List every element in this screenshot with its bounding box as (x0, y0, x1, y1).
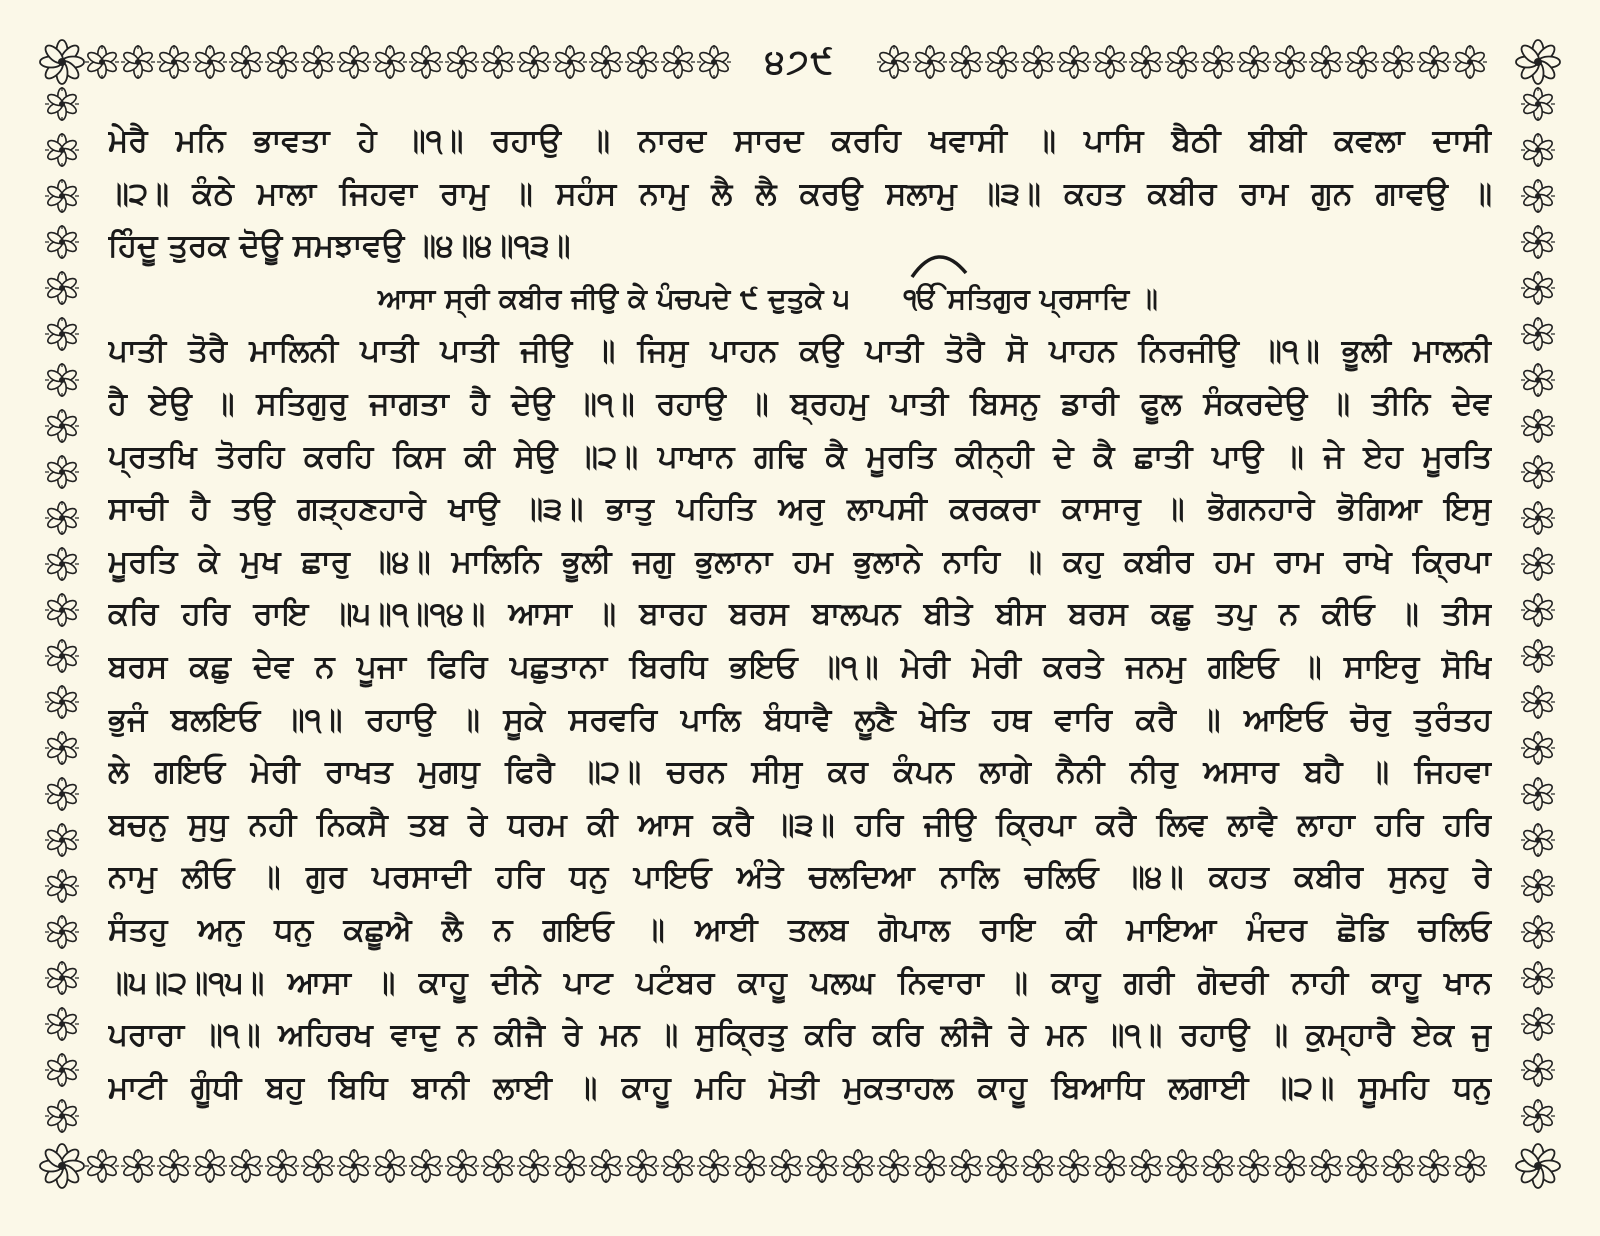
border-flower-icon (1521, 777, 1555, 811)
border-flower-icon (805, 1149, 839, 1183)
border-flower-icon (1521, 869, 1555, 903)
border-flower-icon (45, 547, 79, 581)
border-flower-icon (121, 1149, 155, 1183)
border-flower-icon (1453, 1149, 1487, 1183)
border-flower-icon (1521, 363, 1555, 397)
border-flower-icon (841, 1149, 875, 1183)
text-line: ਪ੍ਰਤਖਿ ਤੋਰਹਿ ਕਰਹਿ ਕਿਸ ਕੀ ਸੇਉ ॥੨॥ ਪਾਖਾਨ ਗਢਿ ਕੈ ਮੂਰਤਿ ਕੀਨ੍ਹੀ ਦੇ ਕੈ ਛਾਤੀ ਪਾਉ ॥ ਜੇ ਏਹ ਮੂਰਤਿ (108, 438, 1492, 475)
border-flower-icon (157, 1149, 191, 1183)
text-line: ਹੈ ਏਉ ॥ ਸਤਿਗੁਰੁ ਜਾਗਤਾ ਹੈ ਦੇਉ ॥੧॥ ਰਹਾਉ ॥ ਬ੍ਰਹਮੁ ਪਾਤੀ ਬਿਸਨੁ ਡਾਰੀ ਫੂਲ ਸੰਕਰਦੇਉ ॥ ਤੀਨਿ ਦੇਵ (108, 385, 1492, 422)
border-flower-icon (1521, 1007, 1555, 1041)
border-flower-icon (45, 1007, 79, 1041)
border-flower-icon (45, 363, 79, 397)
border-flower-icon (1521, 731, 1555, 765)
border-flower-icon (45, 409, 79, 443)
border-flower-icon (45, 731, 79, 765)
border-flower-icon (1521, 639, 1555, 673)
border-flower-icon (45, 639, 79, 673)
text-line: ਮਾਟੀ ਗੂੰਧੀ ਬਹੁ ਬਿਧਿ ਬਾਨੀ ਲਾਈ ॥ ਕਾਹੂ ਮਹਿ ਮੋਤੀ ਮੁਕਤਾਹਲ ਕਾਹੂ ਬਿਆਧਿ ਲਗਾਈ ॥੨॥ ਸੂਮਹਿ ਧਨੁ (108, 1069, 1492, 1106)
border-flower-icon (625, 1149, 659, 1183)
border-flower-icon (1273, 1149, 1307, 1183)
border-flower-icon (45, 87, 79, 121)
text-line: ॥੫॥੨॥੧੫॥ ਆਸਾ ॥ ਕਾਹੂ ਦੀਨੇ ਪਾਟ ਪਟੰਬਰ ਕਾਹੂ ਪਲਘ ਨਿਵਾਰਾ ॥ ਕਾਹੂ ਗਰੀ ਗੋਦਰੀ ਨਾਹੀ ਕਾਹੂ ਖਾਨ (108, 964, 1492, 1001)
border-flower-icon (45, 869, 79, 903)
border-flower-icon (265, 1149, 299, 1183)
border-flower-icon (1021, 1149, 1055, 1183)
border-flower-icon (45, 593, 79, 627)
border-flower-icon (1521, 685, 1555, 719)
border-flower-icon (45, 685, 79, 719)
text-line: ਬਚਨੁ ਸੁਧੁ ਨਹੀ ਨਿਕਸੈ ਤਬ ਰੇ ਧਰਮ ਕੀ ਆਸ ਕਰੈ ॥੩॥ ਹਰਿ ਜੀਉ ਕ੍ਰਿਪਾ ਕਰੈ ਲਿਵ ਲਾਵੈ ਲਾਹਾ ਹਰਿ ਹਰਿ (108, 806, 1492, 843)
border-flower-icon (45, 179, 79, 213)
border-flower-icon (1237, 1149, 1271, 1183)
border-flower-icon (1521, 961, 1555, 995)
ik-onkar-arc (908, 245, 970, 279)
border-flower-icon (1521, 501, 1555, 535)
text-line: ਹਿੰਦੂ ਤੁਰਕ ਦੋਊ ਸਮਝਾਵਉ ॥੪॥੪॥੧੩॥ (108, 228, 571, 265)
border-flower-icon (1521, 1053, 1555, 1087)
border-flower-icon (1521, 133, 1555, 167)
text-line: ਸੰਤਹੁ ਅਨੁ ਧਨੁ ਕਛੂਐ ਲੈ ਨ ਗਇਓ ॥ ਆਈ ਤਲਬ ਗੋਪਾਲ ਰਾਇ ਕੀ ਮਾਇਆ ਮੰਦਰ ਛੋਡਿ ਚਲਿਓ (108, 911, 1492, 948)
border-flower-icon (409, 1149, 443, 1183)
border-flower-icon (1417, 1149, 1451, 1183)
border-flower-icon (1521, 87, 1555, 121)
border-flower-icon (1057, 1149, 1091, 1183)
border-flower-icon (45, 225, 79, 259)
border-flower-icon (1309, 1149, 1343, 1183)
border-flower-icon (697, 1149, 731, 1183)
border-flower-icon (1093, 1149, 1127, 1183)
border-flower-icon (45, 1053, 79, 1087)
border-flower-icon (1516, 1144, 1560, 1188)
border-flower-icon (1521, 317, 1555, 351)
text-line: ਮੇਰੈ ਮਨਿ ਭਾਵਤਾ ਹੇ ॥੧॥ ਰਹਾਉ ॥ ਨਾਰਦ ਸਾਰਦ ਕਰਹਿ ਖਵਾਸੀ ॥ ਪਾਸਿ ਬੈਠੀ ਬੀਬੀ ਕਵਲਾ ਦਾਸੀ (108, 123, 1492, 159)
border-flower-icon (1521, 547, 1555, 581)
scripture-text (108, 115, 1492, 1114)
page-number (0, 42, 1600, 82)
border-flower-icon (949, 1149, 983, 1183)
text-line: ਲੇ ਗਇਓ ਮੇਰੀ ਰਾਖਤ ਮੁਗਧੁ ਫਿਰੈ ॥੨॥ ਚਰਨ ਸੀਸੁ ਕਰ ਕੰਪਨ ਲਾਗੇ ਨੈਨੀ ਨੀਰੁ ਅਸਾਰ ਬਹੈ ॥ ਜਿਹਵਾ (108, 754, 1492, 791)
text-line: ਬਰਸ ਕਛੁ ਦੇਵ ਨ ਪੂਜਾ ਫਿਰਿ ਪਛੁਤਾਨਾ ਬਿਰਧਿ ਭਇਓ ॥੧॥ ਮੇਰੀ ਮੇਰੀ ਕਰਤੇ ਜਨਮੁ ਗਇਓ ॥ ਸਾਇਰੁ ਸੋਖਿ (108, 648, 1492, 685)
border-flower-icon (1521, 271, 1555, 305)
border-flower-icon (45, 317, 79, 351)
page-number-text: ੪੭੯ (747, 42, 853, 82)
border-flower-icon (1129, 1149, 1163, 1183)
border-flower-icon (1521, 225, 1555, 259)
border-flower-icon (1381, 1149, 1415, 1183)
border-flower-icon (1521, 455, 1555, 489)
border-flower-icon (45, 823, 79, 857)
border-flower-icon (373, 1149, 407, 1183)
border-flower-icon (85, 1149, 119, 1183)
border-flower-icon (913, 1149, 947, 1183)
border-flower-icon (553, 1149, 587, 1183)
border-flower-icon (661, 1149, 695, 1183)
border-flower-icon (45, 455, 79, 489)
border-flower-icon (40, 1144, 84, 1188)
text-line: ਸਾਚੀ ਹੈ ਤਉ ਗੜ੍ਹਣਹਾਰੇ ਖਾਉ ॥੩॥ ਭਾਤੁ ਪਹਿਤਿ ਅਰੁ ਲਾਪਸੀ ਕਰਕਰਾ ਕਾਸਾਰੁ ॥ ਭੋਗਨਹਾਰੇ ਭੋਗਿਆ ਇਸੁ (108, 491, 1492, 528)
text-line: ॥੨॥ ਕੰਠੇ ਮਾਲਾ ਜਿਹਵਾ ਰਾਮੁ ॥ ਸਹੰਸ ਨਾਮੁ ਲੈ ਲੈ ਕਰਉ ਸਲਾਮੁ ॥੩॥ ਕਹਤ ਕਬੀਰ ਰਾਮ ਗੁਨ ਗਾਵਉ ॥ (108, 175, 1492, 212)
border-flower-icon (45, 501, 79, 535)
border-flower-icon (733, 1149, 767, 1183)
text-line: ਭੁਜੰ ਬਲਇਓ ॥੧॥ ਰਹਾਉ ॥ ਸੂਕੇ ਸਰਵਰਿ ਪਾਲਿ ਬੰਧਾਵੈ ਲੂਣੈ ਖੇਤਿ ਹਥ ਵਾਰਿ ਕਰੈ ॥ ਆਇਓ ਚੋਰੁ ਤੁਰੰਤਹ (108, 701, 1492, 738)
border-flower-icon (229, 1149, 263, 1183)
border-flower-icon (985, 1149, 1019, 1183)
invocation (904, 273, 1158, 326)
border-flower-icon (1345, 1149, 1379, 1183)
border-flower-icon (45, 1099, 79, 1133)
border-flower-icon (481, 1149, 515, 1183)
border-flower-icon (1521, 915, 1555, 949)
border-flower-icon (193, 1149, 227, 1183)
border-flower-icon (45, 961, 79, 995)
heading-title: ਆਸਾ ਸ੍ਰੀ ਕਬੀਰ ਜੀਉ ਕੇ ਪੰਚਪਦੇ ੯ ਦੁਤੁਕੇ ੫ (378, 281, 850, 315)
border-flower-icon (877, 1149, 911, 1183)
border-flower-icon (517, 1149, 551, 1183)
border-flower-icon (1521, 823, 1555, 857)
border-flower-icon (45, 271, 79, 305)
text-line: ਪਾਤੀ ਤੋਰੈ ਮਾਲਿਨੀ ਪਾਤੀ ਪਾਤੀ ਜੀਉ ॥ ਜਿਸੁ ਪਾਹਨ ਕਉ ਪਾਤੀ ਤੋਰੈ ਸੋ ਪਾਹਨ ਨਿਰਜੀਉ ॥੧॥ ਭੂਲੀ ਮਾਲਨੀ (108, 333, 1492, 370)
border-flower-icon (45, 915, 79, 949)
border-flower-icon (1521, 179, 1555, 213)
section-heading (108, 273, 1492, 326)
border-flower-icon (589, 1149, 623, 1183)
border-flower-icon (1521, 409, 1555, 443)
text-line: ਕਰਿ ਹਰਿ ਰਾਇ ॥੫॥੧॥੧੪॥ ਆਸਾ ॥ ਬਾਰਹ ਬਰਸ ਬਾਲਪਨ ਬੀਤੇ ਬੀਸ ਬਰਸ ਕਛੁ ਤਪੁ ਨ ਕੀਓ ॥ ਤੀਸ (108, 596, 1492, 633)
border-flower-icon (301, 1149, 335, 1183)
border-flower-icon (1521, 593, 1555, 627)
text-line: ਪਰਾਰਾ ॥੧॥ ਅਹਿਰਖ ਵਾਦੁ ਨ ਕੀਜੈ ਰੇ ਮਨ ॥ ਸੁਕ੍ਰਿਤੁ ਕਰਿ ਕਰਿ ਲੀਜੈ ਰੇ ਮਨ ॥੧॥ ਰਹਾਉ ॥ ਕੁਮ੍ਹਾਰੈ ਏਕ ਜੁ (108, 1017, 1492, 1054)
border-flower-icon (45, 133, 79, 167)
invocation-text: ੴ ਸਤਿਗੁਰ ਪ੍ਰਸਾਦਿ ॥ (903, 281, 1158, 315)
border-flower-icon (445, 1149, 479, 1183)
text-line: ਨਾਮੁ ਲੀਓ ॥ ਗੁਰ ਪਰਸਾਦੀ ਹਰਿ ਧਨੁ ਪਾਇਓ ਅੰਤੇ ਚਲਦਿਆ ਨਾਲਿ ਚਲਿਓ ॥੪॥ ਕਹਤ ਕਬੀਰ ਸੁਨਹੁ ਰੇ (108, 859, 1492, 896)
border-flower-icon (769, 1149, 803, 1183)
text-line: ਮੂਰਤਿ ਕੇ ਮੁਖ ਛਾਰੁ ॥੪॥ ਮਾਲਿਨਿ ਭੂਲੀ ਜਗੁ ਭੁਲਾਨਾ ਹਮ ਭੁਲਾਨੇ ਨਾਹਿ ॥ ਕਹੁ ਕਬੀਰ ਹਮ ਰਾਮ ਰਾਖੇ ਕ੍ਰਿਪਾ (108, 543, 1492, 580)
border-flower-icon (1165, 1149, 1199, 1183)
border-flower-icon (45, 777, 79, 811)
border-flower-icon (337, 1149, 371, 1183)
border-flower-icon (1521, 1099, 1555, 1133)
border-flower-icon (1201, 1149, 1235, 1183)
